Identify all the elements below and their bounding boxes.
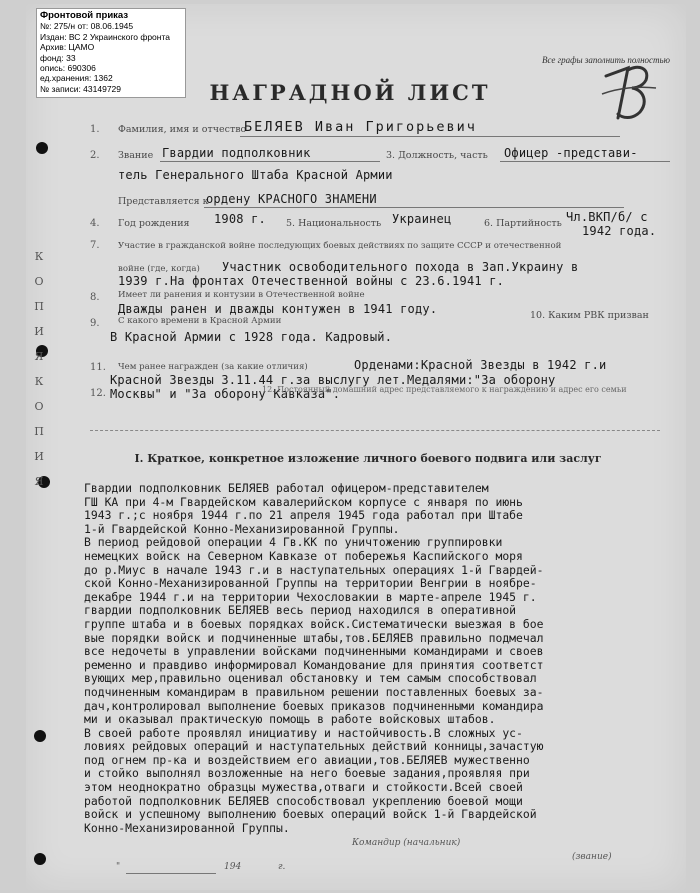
metadata-line: Издан: ВС 2 Украинского фронта bbox=[40, 31, 170, 42]
birth-year-value: 1908 г. bbox=[214, 212, 266, 226]
previous-awards-value-cont: Красной Звезды 3.11.44 г.за выслугу лет.Медалями:"За оборону bbox=[110, 373, 556, 387]
section-title: I. Краткое, конкретное изложение личного боевого подвига или заслуг bbox=[134, 452, 602, 465]
feat-line: войск и успешному выполнению боевых операций войск 1-й Гвардейской bbox=[84, 807, 537, 822]
metadata-line: фонд: 33 bbox=[40, 52, 76, 63]
date-quote: " bbox=[116, 862, 121, 872]
page-title: НАГРАДНОЙ ЛИСТ bbox=[209, 80, 491, 105]
feat-line: вые порядки войск и подчиненные штабы,тов.БЕЛЯЕВ правильно подмечал bbox=[84, 630, 544, 645]
birth-year-label: Год рождения bbox=[118, 218, 190, 229]
side-stamp-letter: И bbox=[34, 450, 44, 463]
date-year: 194 bbox=[224, 862, 242, 872]
feat-line: ми и оказывал практическую помощь в работе войсковых штабов. bbox=[84, 712, 496, 727]
position-label: 3. Должность, часть bbox=[386, 150, 488, 161]
field-number: 2. bbox=[90, 150, 100, 161]
field-number: 8. bbox=[90, 292, 100, 303]
field-number: 7. bbox=[90, 240, 100, 251]
feat-line: В своей работе проявлял инициативу и настойчивость.В сложных ус- bbox=[84, 725, 523, 740]
field-number: 4. bbox=[90, 218, 100, 229]
feat-line: до р.Миус в начале 1943 г.и в наступательных операциях 1-й Гвардей- bbox=[84, 562, 544, 577]
side-stamp-letter: О bbox=[34, 400, 44, 413]
feat-line: ской Конно-Механизированной Группы на территории Венгрии в ноябре- bbox=[84, 576, 537, 591]
name-value: БЕЛЯЕВ Иван Григорьевич bbox=[244, 119, 477, 135]
feat-line: дач,контролировал выполнение боевых приказов подчиненными командира bbox=[84, 698, 544, 713]
war-participation-value-cont: 1939 г.На фронтах Отечественной войны с 23.6.1941 г. bbox=[118, 274, 505, 288]
previous-awards-value-cont2: Москвы" и "За оборону Кавказа". bbox=[110, 387, 341, 401]
position-value: Офицер -представи- bbox=[504, 146, 638, 160]
army-since-label: С какого времени в Красной Армии bbox=[118, 316, 282, 326]
nationality-value: Украинец bbox=[392, 212, 452, 226]
commander-label: Командир (начальник) bbox=[352, 838, 461, 848]
feat-line: работой подполковник БЕЛЯЕВ способствовал укреплению боевой мощи bbox=[84, 793, 523, 808]
home-address-label: 12. Постоянный домашний адрес представляемого к награждению и адрес его семьи bbox=[262, 385, 627, 394]
metadata-line: Архив: ЦАМО bbox=[40, 42, 95, 53]
wounds-label: Имеет ли ранения и контузии в Отечественной войне bbox=[118, 290, 365, 300]
feat-line: немецких войск на Северном Кавказе от побережья Каспийского моря bbox=[84, 548, 523, 563]
position-value-cont: тель Генерального Штаба Красной Армии bbox=[118, 168, 393, 182]
metadata-line: ед.хранения: 1362 bbox=[40, 73, 113, 84]
presented-label: Представляется к bbox=[118, 196, 209, 207]
rvk-label: 10. Каким РВК призван bbox=[530, 310, 649, 321]
side-stamp-letter: Я bbox=[34, 475, 44, 488]
field-number: 11. bbox=[90, 362, 106, 373]
underline bbox=[126, 873, 216, 874]
war-participation-value: Участник освободительного похода в Зап.Украину в bbox=[222, 260, 579, 274]
feat-description bbox=[84, 482, 688, 835]
feat-line: 1943 г.;с ноября 1944 г.по 21 апреля 1945 года работал при Штабе bbox=[84, 508, 523, 523]
side-stamp-letter: Я bbox=[34, 350, 44, 363]
war-participation-label: Участие в гражданской войне последующих боевых действиях по защите СССР и отечественной bbox=[118, 241, 562, 251]
feat-line: вующих мер,правильно оценивал обстановку и тем самым способствовал bbox=[84, 671, 537, 686]
wounds-value: Дважды ранен и дважды контужен в 1941 году. bbox=[118, 302, 438, 316]
feat-line: группе штаба и в боевых порядках войск.Систематически выезжая в бое bbox=[84, 616, 544, 631]
feat-line: Гвардии подполковник БЕЛЯЕВ работал офицером-представителем bbox=[84, 481, 489, 495]
feat-line: гвардии подполковник БЕЛЯЕВ весь период находился в оперативной bbox=[84, 603, 517, 618]
underline bbox=[240, 136, 620, 137]
field-number: 1. bbox=[90, 124, 100, 135]
punch-hole bbox=[34, 853, 46, 865]
metadata-line: опись: 690306 bbox=[40, 63, 96, 74]
metadata-line: № записи: 43149729 bbox=[40, 83, 121, 94]
side-stamp-letter: И bbox=[34, 325, 44, 338]
army-since-value: В Красной Армии с 1928 года. Кадровый. bbox=[110, 330, 393, 344]
side-stamp-letter: О bbox=[34, 275, 44, 288]
side-stamp-letter: К bbox=[34, 250, 44, 263]
feat-line: ГШ КА при 4-м Гвардейском кавалерийском корпусе с января по июнь bbox=[84, 494, 523, 509]
feat-line: этом неоднократно образцы мужества,отваги и стойкости.Всей своей bbox=[84, 780, 523, 795]
underline bbox=[204, 207, 624, 208]
fill-all-fields-note: Все графы заполнить полностью bbox=[542, 55, 670, 65]
side-stamp-letter: П bbox=[34, 300, 44, 313]
rank-value: Гвардии подполковник bbox=[162, 146, 311, 160]
metadata-line: №: 275/н от: 08.06.1945 bbox=[40, 21, 134, 32]
feat-line: В период рейдовой операции 4 Гв.КК по уничтожению группировки bbox=[84, 535, 503, 550]
underline bbox=[160, 161, 380, 162]
feat-line: все недочеты в управлении войсками подчиненными командирами и своев bbox=[84, 644, 544, 659]
feat-line: под огнем пр-ка и воздействием его авиации,тов.БЕЛЯЕВ мужественно bbox=[84, 752, 530, 767]
previous-awards-label: Чем ранее награжден (за какие отличия) bbox=[118, 362, 308, 372]
rank-label: Звание bbox=[118, 150, 154, 161]
feat-line: ловиях рейдовых операций и наступательных действий конницы,зачастую bbox=[84, 739, 544, 754]
feat-line: ременно и правдиво информировал Командование для принятия соответст bbox=[84, 657, 544, 672]
party-label: 6. Партийность bbox=[484, 218, 562, 229]
feat-line: Конно-Механизированной Группы. bbox=[84, 820, 290, 835]
field-number: 9. bbox=[90, 318, 100, 329]
divider bbox=[90, 430, 660, 431]
feat-line: и стойко выполнял возложенные на него боевые задания,проявляя при bbox=[84, 766, 530, 781]
side-stamp-letter: П bbox=[34, 425, 44, 438]
side-stamp bbox=[30, 250, 48, 488]
metadata-title: Фронтовой приказ bbox=[40, 10, 129, 21]
previous-awards-value: Орденами:Красной Звезды в 1942 г.и bbox=[354, 358, 607, 372]
feat-line: 1-й Гвардейской Конно-Механизированной Группы. bbox=[84, 521, 400, 536]
punch-hole bbox=[36, 142, 48, 154]
date-suffix: г. bbox=[278, 862, 286, 872]
name-label: Фамилия, имя и отчество bbox=[118, 124, 247, 135]
nationality-label: 5. Национальность bbox=[286, 218, 382, 229]
feat-line: подчиненным командирам в правильном решении поставленных боевых за- bbox=[84, 684, 544, 699]
presented-value: ордену КРАСНОГО ЗНАМЕНИ bbox=[206, 192, 377, 206]
party-value: Чл.ВКП/б/ с bbox=[566, 210, 648, 224]
rank-caption: (звание) bbox=[572, 852, 612, 862]
punch-hole bbox=[34, 730, 46, 742]
underline bbox=[500, 161, 670, 162]
field-number: 12. bbox=[90, 388, 106, 399]
side-stamp-letter: К bbox=[34, 375, 44, 388]
party-value-cont: 1942 года. bbox=[582, 224, 657, 238]
feat-line: декабре 1944 г.и на территории Чехословакии в марте-апреле 1945 г. bbox=[84, 589, 537, 604]
war-participation-label-cont: войне (где, когда) bbox=[118, 264, 200, 274]
